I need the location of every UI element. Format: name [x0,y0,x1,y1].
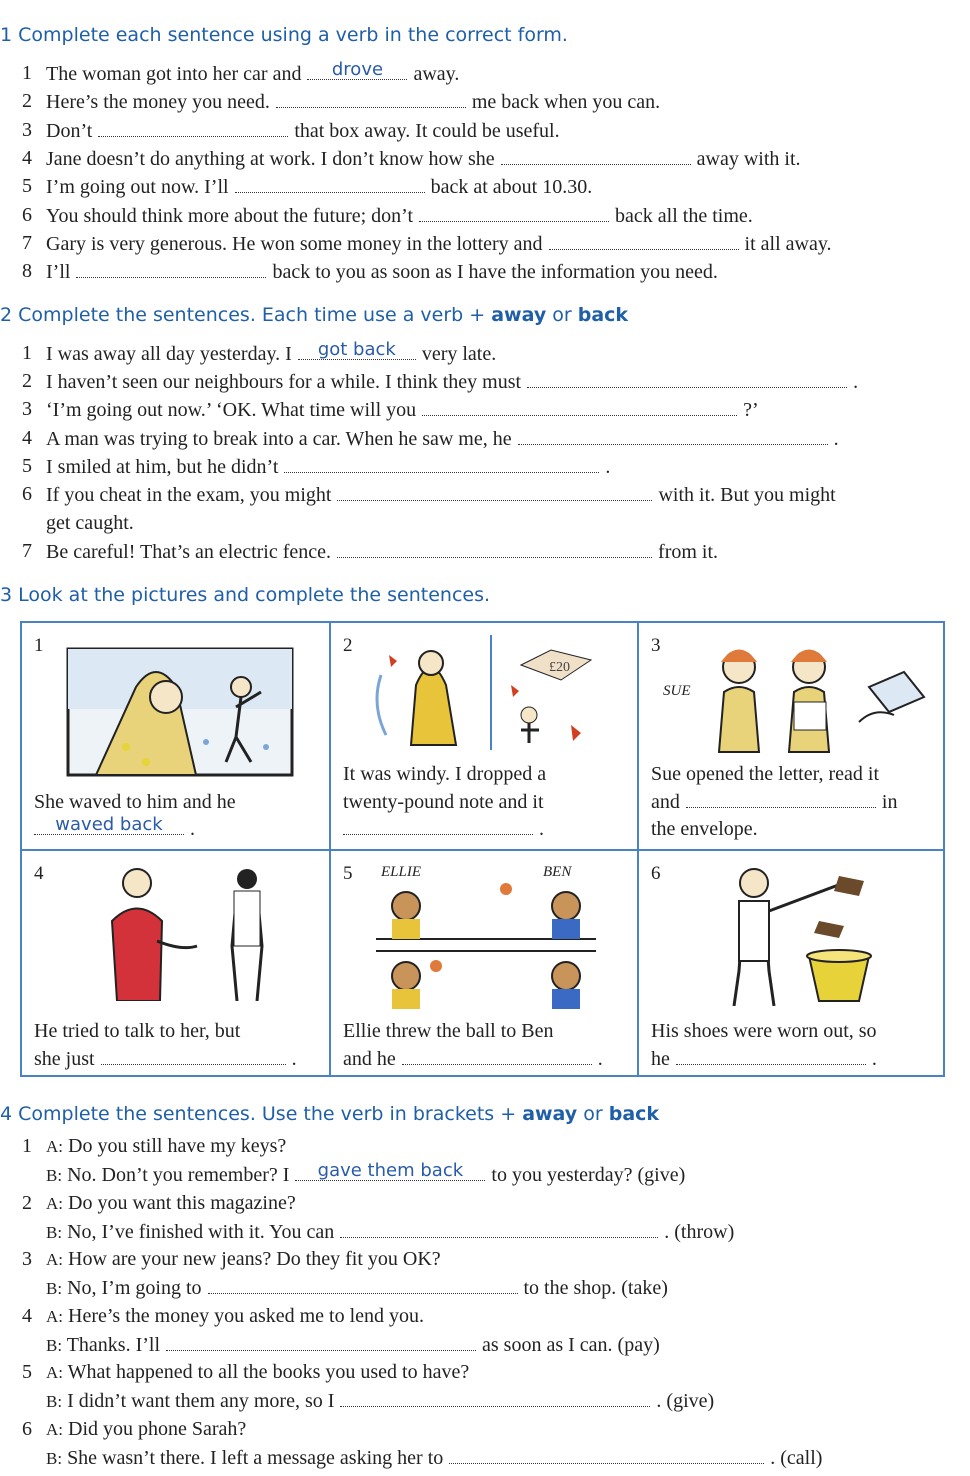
speaker-b-start: No, I’ve finished with it. You can [67,1221,335,1243]
caption-line-3 [343,815,544,843]
speaker-a-text: Do you want this magazine? [68,1192,296,1214]
speaker-a-line [46,1191,296,1216]
ex4-away: away [522,1103,578,1125]
answer-blank[interactable] [337,482,652,501]
ball-picture [376,881,596,1009]
speaker-a-line [46,1417,246,1442]
answer-blank[interactable] [98,118,288,137]
speaker-a: A: [46,1194,63,1213]
speaker-b-start: I didn’t want them any more, so I [67,1390,335,1412]
answer-blank[interactable] [343,816,533,835]
sentence [46,231,832,256]
cell-number: 1 [34,635,44,656]
caption-line: Sue opened the letter, read it [651,763,879,785]
item-number: 1 [22,62,32,84]
answer-blank[interactable] [549,231,739,250]
ex4-title: Complete the sentences. Use the verb in brackets + [18,1103,517,1125]
sentence [46,369,858,394]
caption-line-2 [651,788,897,816]
speaker-a-text: Did you phone Sarah? [68,1418,247,1440]
ex2-away: away [491,304,547,326]
ex1-heading [0,24,568,46]
caption-line: It was windy. I dropped a [343,763,547,785]
item-number: 6 [22,483,32,505]
speaker-b-start: No, I’m going to [67,1277,202,1299]
sentence-end: away. [413,63,460,85]
sentence [46,89,660,114]
speaker-b-end: as soon as I can. (pay) [482,1334,660,1356]
caption-end: in [881,791,898,813]
sentence-end: back all the time. [615,205,753,227]
cell-number: 2 [343,635,353,656]
sentence [46,426,839,451]
speaker-b: B: [46,1336,63,1355]
item-number: 1 [22,1135,32,1157]
caption-end: . [291,1048,297,1070]
sentence [46,454,610,479]
answer-text: waved back [55,814,163,835]
speaker-b-line [46,1445,822,1471]
speaker-b-line [46,1332,660,1358]
speaker-b-end: . (throw) [664,1221,735,1243]
ben-label: BEN [543,864,572,880]
cell-number: 6 [651,863,661,884]
ex4-or: or [583,1103,603,1125]
item-number: 5 [22,175,32,197]
sentence-start: The woman got into her car and [46,63,302,85]
ex1-number: 1 [0,24,13,46]
answer-blank[interactable] [422,397,737,416]
sentence-end: that box away. It could be useful. [294,120,560,142]
item-number: 7 [22,232,32,254]
caption-line-2 [34,815,195,843]
speaker-b-end: . (give) [656,1390,715,1412]
speaker-a-text: Do you still have my keys? [68,1135,287,1157]
answer-blank[interactable] [284,454,599,473]
speaker-b-line [46,1162,685,1188]
sentence [46,511,134,535]
sentence-start: A man was trying to break into a car. When he saw me, he [46,428,512,450]
answer-blank[interactable] [419,203,609,222]
ex2-or: or [552,304,572,326]
speaker-b-line [46,1219,734,1245]
item-number: 3 [22,1248,32,1270]
item-number: 3 [22,398,32,420]
answer-blank[interactable] [686,789,876,808]
sentence-end: . [605,456,611,478]
item-number: 4 [22,427,32,449]
speaker-b-start: Thanks. I’ll [66,1334,161,1356]
answer-blank[interactable] [402,1046,592,1065]
speaker-b-line [46,1275,668,1301]
speaker-a: A: [46,1420,63,1439]
speaker-b-line [46,1388,714,1414]
answer-blank[interactable] [676,1046,866,1065]
sentence-start: You should think more about the future; don’t [46,205,414,227]
picture-cell-3 [639,623,943,851]
picture-grid [20,621,945,1077]
answer-blank[interactable] [527,369,847,388]
answer-blank[interactable] [501,146,691,165]
ex3-number: 3 [0,584,13,606]
answer-blank[interactable] [307,61,407,80]
sentence-end: ?’ [743,399,759,421]
answer-blank[interactable] [166,1332,476,1351]
windy-picture [361,635,621,760]
speaker-a-line [46,1360,469,1385]
speaker-a-text: What happened to all the books you used to have? [67,1361,470,1383]
item-number: 4 [22,147,32,169]
waving-picture [66,647,294,777]
speaker-a: A: [46,1363,63,1382]
speaker-b: B: [46,1223,63,1242]
sentence-end: very late. [421,343,497,365]
sentence-start: Be careful! That’s an electric fence. [46,541,332,563]
answer-blank[interactable] [208,1275,518,1294]
answer-blank[interactable] [449,1445,764,1464]
caption-line: He tried to talk to her, but [34,1020,241,1042]
answer-blank[interactable] [340,1219,658,1238]
sentence-start: I was away all day yesterday. I [46,343,292,365]
sentence [46,61,459,86]
picture-cell-1 [22,623,331,851]
answer-text: got back [317,339,396,360]
answer-blank[interactable] [518,426,828,445]
ex2-heading [0,304,628,326]
sentence [46,482,836,507]
caption-start: he [651,1048,670,1070]
picture-cell-4 [22,851,331,1075]
sentence-start: Here’s the money you need. [46,91,270,113]
ex3-heading [0,584,490,606]
caption-line: twenty-pound note and it [343,791,544,813]
sentence-end: it all away. [744,233,832,255]
talking-picture [82,861,282,1001]
caption-line: She waved to him and he [34,791,236,813]
speaker-b-end: to the shop. (take) [523,1277,668,1299]
item-number: 8 [22,260,32,282]
answer-blank[interactable] [298,341,416,360]
sentence [46,539,718,564]
answer-text: gave them back [317,1160,464,1181]
sentence-start: ‘I’m going out now.’ ‘OK. What time will you [46,399,417,421]
answer-blank[interactable] [101,1046,286,1065]
answer-blank[interactable] [295,1162,485,1181]
picture-cell-6 [639,851,943,1075]
caption-line-2 [34,1045,297,1073]
sentence-start: I’m going out now. I’ll [46,176,229,198]
cell-number: 5 [343,863,353,884]
speaker-a-line [46,1247,441,1272]
sentence-end: back to you as soon as I have the information you need. [272,261,718,283]
speaker-b: B: [46,1392,63,1411]
speaker-b-end: . (call) [770,1447,823,1469]
item-number: 2 [22,370,32,392]
sentence-start: Don’t [46,120,93,142]
speaker-a-text: How are your new jeans? Do they fit you OK? [68,1248,441,1270]
picture-cell-2 [331,623,639,851]
sentence-end: back at about 10.30. [430,176,593,198]
answer-blank[interactable] [76,259,266,278]
caption-end: . [597,1048,603,1070]
ex1-title: Complete each sentence using a verb in the correct form. [18,24,568,46]
speaker-b-start: No. Don’t you remember? I [67,1164,290,1186]
caption-line: the envelope. [651,818,758,840]
sentence-end: from it. [658,541,719,563]
item-number: 2 [22,1192,32,1214]
speaker-a-line [46,1304,424,1329]
ex3-title: Look at the pictures and complete the sentences. [18,584,491,606]
caption-start: she just [34,1048,95,1070]
speaker-b: B: [46,1166,63,1185]
sentence-end: away with it. [696,148,801,170]
sentence [46,118,560,143]
sentence-end: . [833,428,839,450]
item-number: 1 [22,342,32,364]
ex4-back: back [608,1103,660,1125]
speaker-a: A: [46,1137,63,1156]
sentence [46,397,759,422]
sue-label: SUE [663,683,691,699]
ex2-number: 2 [0,304,13,326]
item-number: 6 [22,204,32,226]
answer-text: drove [331,59,384,80]
speaker-b-end: to you yesterday? (give) [491,1164,686,1186]
sentence-end: . [853,371,859,393]
sentence-start: get caught. [46,512,134,534]
item-number: 5 [22,455,32,477]
answer-blank[interactable] [337,539,652,558]
sentence-end: with it. But you might [658,484,836,506]
ex4-heading [0,1103,659,1125]
speaker-b-start: She wasn’t there. I left a message asking her to [67,1447,444,1469]
caption-start: and [651,791,680,813]
caption-start: and he [343,1048,396,1070]
sentence [46,259,718,284]
ex2-back: back [577,304,629,326]
sentence-start: Gary is very generous. He won some money in the lottery and [46,233,543,255]
answer-blank[interactable] [235,174,425,193]
speaker-a: A: [46,1307,63,1326]
speaker-a-text: Here’s the money you asked me to lend you. [68,1305,425,1327]
sentence [46,203,753,228]
speaker-b: B: [46,1279,63,1298]
item-number: 4 [22,1305,32,1327]
picture-cell-5 [331,851,639,1075]
ellie-label: ELLIE [381,864,422,880]
speaker-a-line [46,1134,286,1159]
item-number: 7 [22,540,32,562]
sentence-start: I smiled at him, but he didn’t [46,456,279,478]
caption-end: . [871,1048,877,1070]
caption-line: Ellie threw the ball to Ben [343,1020,554,1042]
cell-number: 4 [34,863,44,884]
sentence-start: I’ll [46,261,71,283]
letter-picture [699,637,929,759]
item-number: 6 [22,1418,32,1440]
caption-line: His shoes were worn out, so [651,1020,877,1042]
ex4-number: 4 [0,1103,13,1125]
item-number: 2 [22,90,32,112]
speaker-a: A: [46,1250,63,1269]
speaker-b: B: [46,1449,63,1468]
caption-end: . [539,818,544,840]
caption-line-2 [651,1045,877,1073]
answer-blank[interactable] [276,89,466,108]
sentence [46,174,592,199]
sentence-start: If you cheat in the exam, you might [46,484,332,506]
sentence [46,341,496,366]
cell-number: 3 [651,635,661,656]
note-text: £20 [549,660,570,675]
sentence-end: me back when you can. [471,91,661,113]
caption-line-2 [343,1045,603,1073]
item-number: 5 [22,1361,32,1383]
answer-blank[interactable] [340,1388,650,1407]
item-number: 3 [22,119,32,141]
caption-end: . [190,818,195,840]
ex2-title: Complete the sentences. Each time use a verb + [18,304,486,326]
sentence [46,146,801,171]
answer-blank[interactable] [34,816,184,835]
shoes-picture [699,861,919,1006]
sentence-start: I haven’t seen our neighbours for a while. I think they must [46,371,522,393]
sentence-start: Jane doesn’t do anything at work. I don’t know how she [46,148,495,170]
